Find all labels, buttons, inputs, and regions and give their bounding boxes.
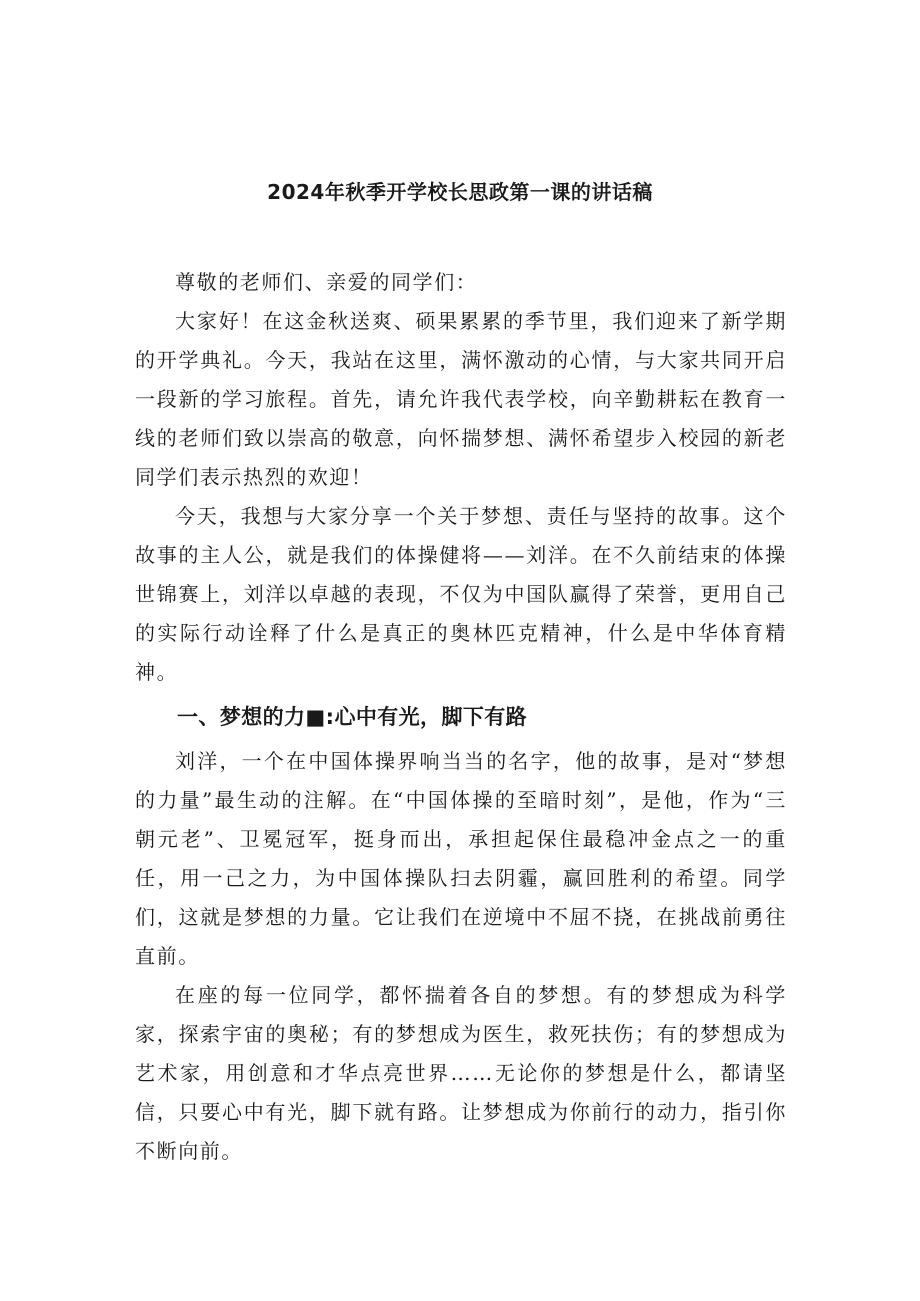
intro-paragraph: 大家好！在这金秋送爽、硕果累累的季节里，我们迎来了新学期的开学典礼。今天，我站在这里，满怀激动的心情，与大家共同开启一段新的学习旅程。首先，请允许我代表学校，向辛勤耕耘在教育一线的老师们致以崇高的敬意，向怀揣梦想、满怀希望步入校园的新老同学们表示热烈的欢迎！ xyxy=(135,309,787,489)
greeting-paragraph: 尊敬的老师们、亲爱的同学们： xyxy=(175,270,478,294)
story-paragraph: 今天，我想与大家分享一个关于梦想、责任与坚持的故事。这个故事的主人公，就是我们的体操健将——刘洋。在不久前结束的体操世锦赛上，刘洋以卓越的表现，不仅为中国队赢得了荣誉，更用自己的实际行动诠释了什么是真正的奥林匹克精神，什么是中华体育精神。 xyxy=(135,504,787,684)
section-heading: 一、梦想的力■:心中有光，脚下有路 xyxy=(177,705,528,729)
liuyang-paragraph: 刘洋，一个在中国体操界响当当的名字，他的故事，是对“梦想的力量”最生动的注解。在“中国体操的至暗时刻”，是他，作为“三朝元老”、卫冕冠军，挺身而出，承担起保住最稳冲金点之一的重任，用一己之力，为中国体操队扫去阴霾，赢回胜利的希望。同学们，这就是梦想的力量。它让我们在逆境中不屈不挠，在挑战前勇往直前。 xyxy=(135,749,787,968)
document-title: 2024年秋季开学校长思政第一课的讲话稿 xyxy=(267,180,653,204)
dreams-paragraph: 在座的每一位同学，都怀揣着各自的梦想。有的梦想成为科学家，探索宇宙的奥秘；有的梦想成为医生，救死扶伤；有的梦想成为艺术家，用创意和才华点亮世界……无论你的梦想是什么，都请坚信，只要心中有光，脚下就有路。让梦想成为你前行的动力，指引你不断向前。 xyxy=(135,983,787,1163)
document-body xyxy=(135,263,787,1171)
